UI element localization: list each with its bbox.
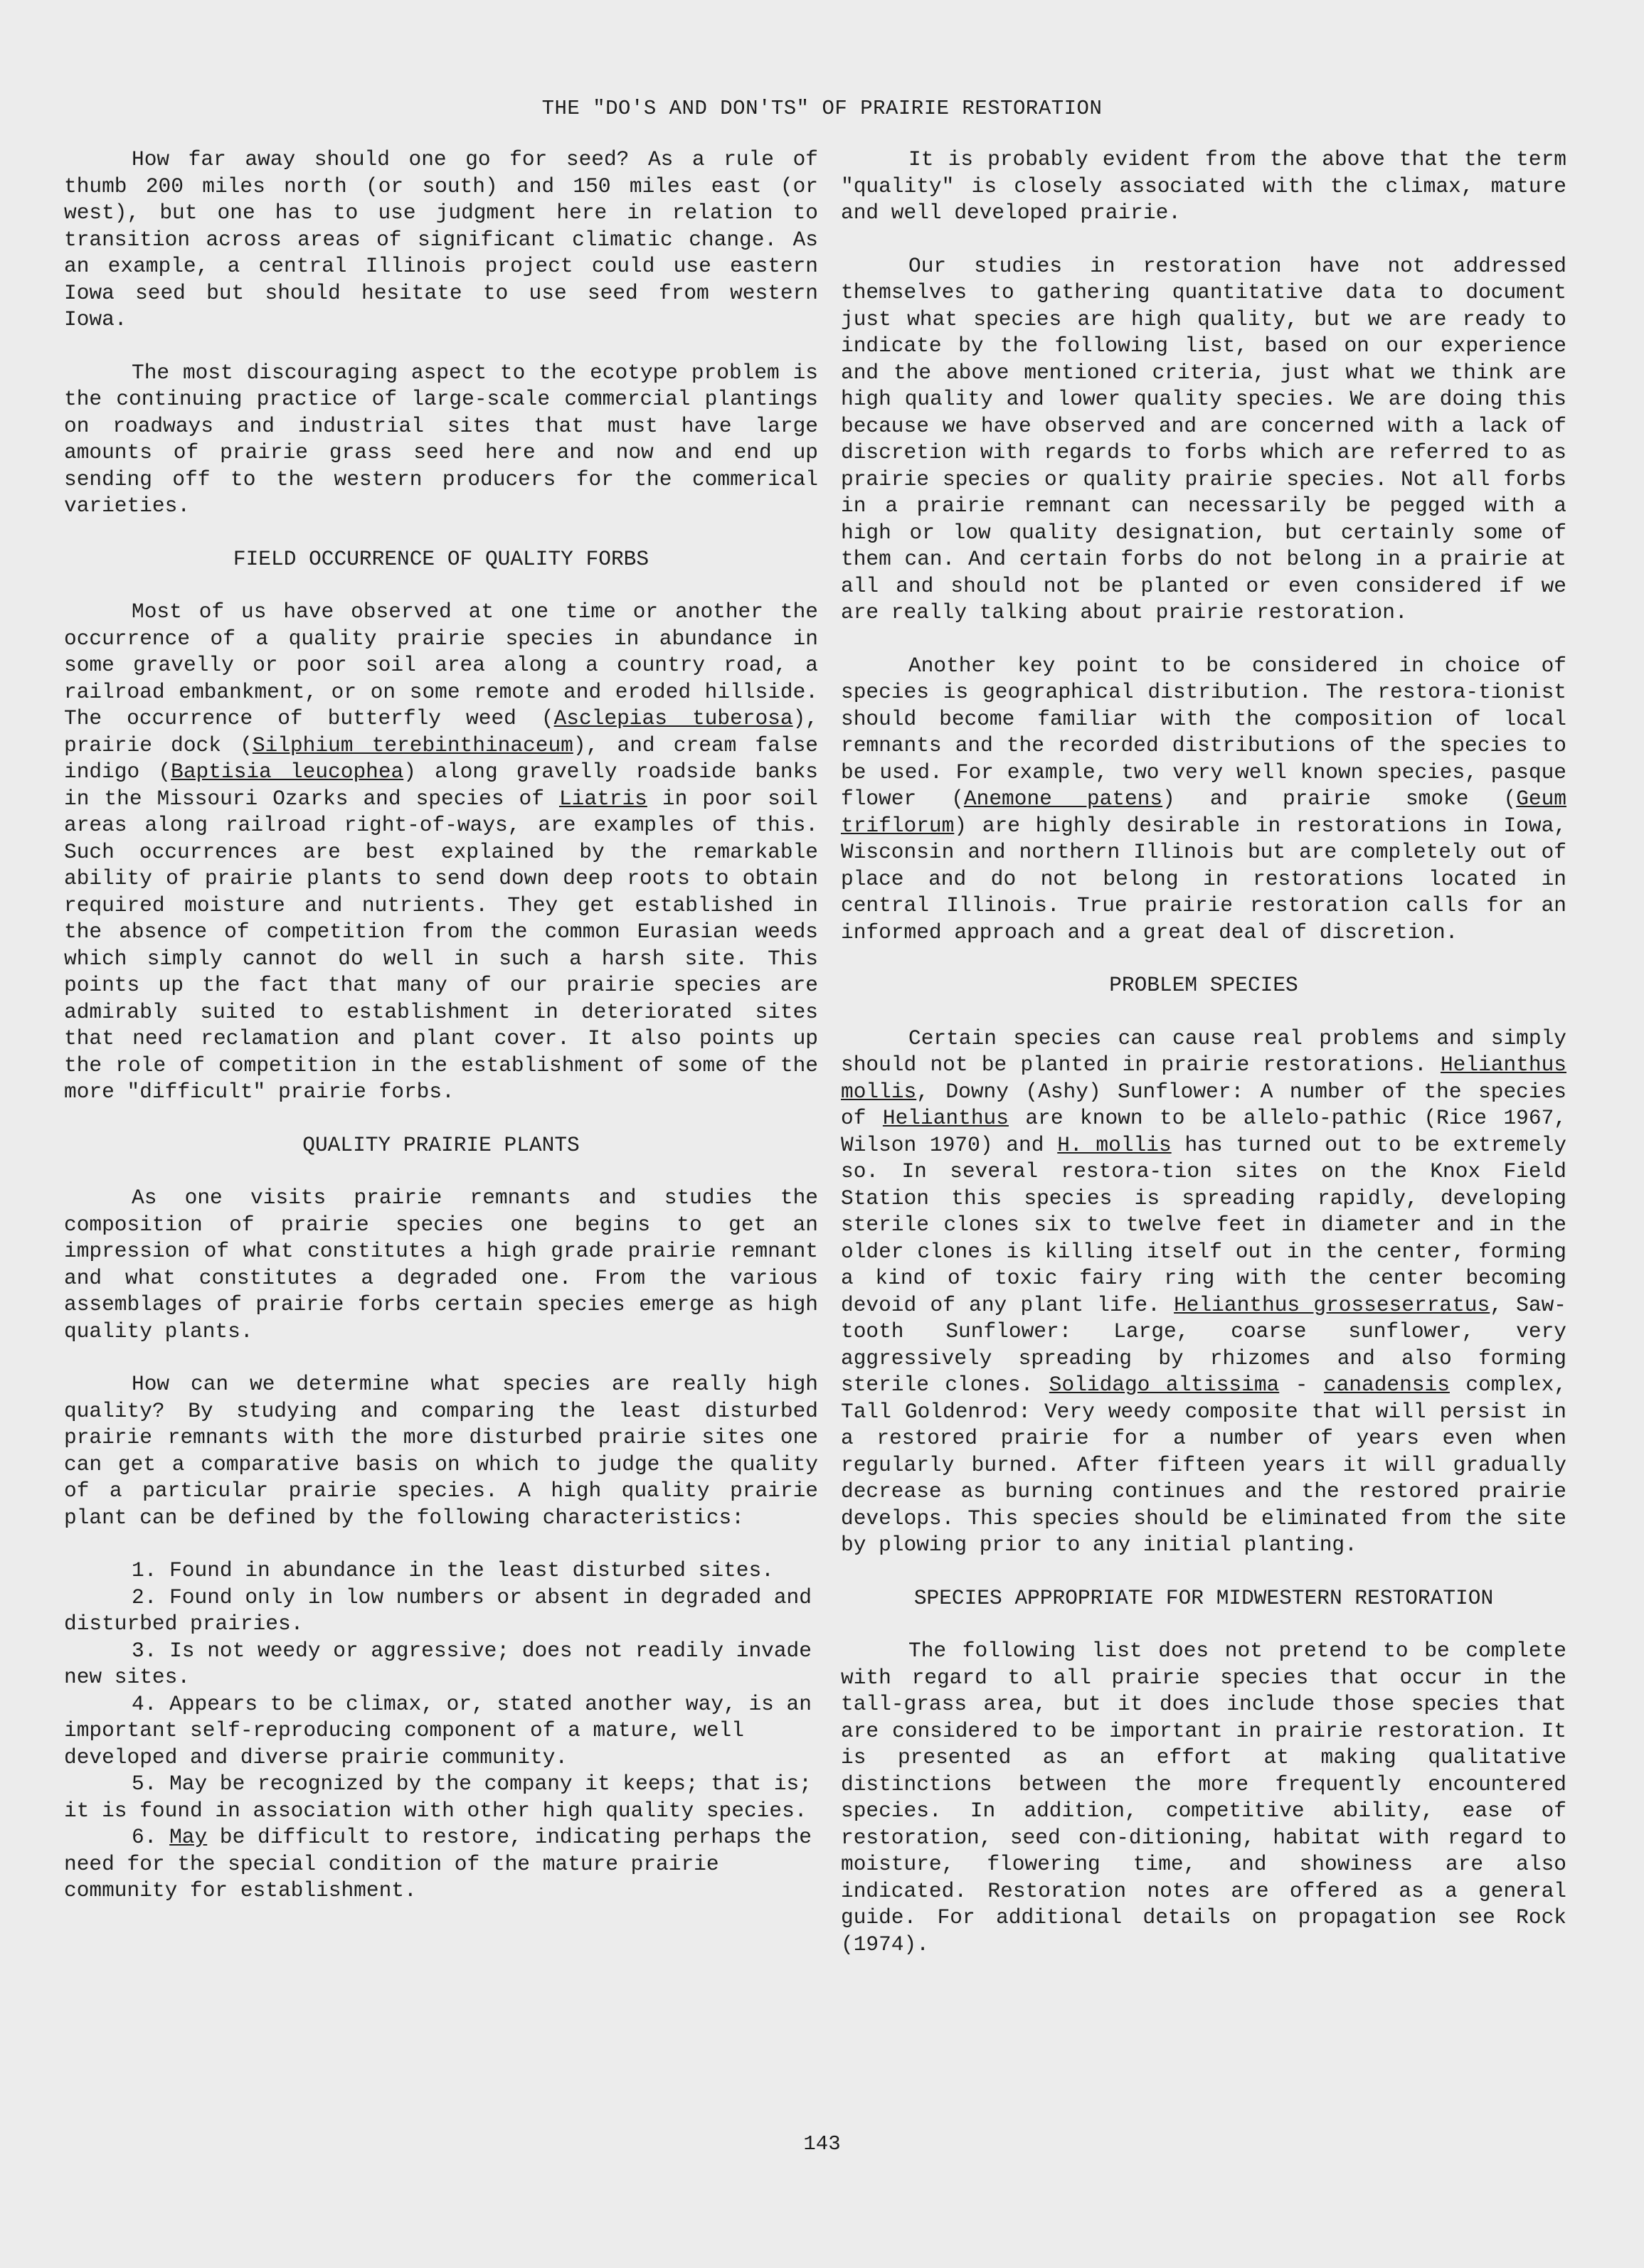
- species-silphium: Silphium terebinthinaceum: [252, 733, 573, 757]
- right-column: [841, 147, 1566, 1984]
- list-item: 3. Is not weedy or aggressive; does not readily invade new sites.: [64, 1638, 812, 1689]
- paragraph-our-studies: Our studies in restoration have not addressed themselves to gathering quantitative data to document just what species are high quality, but we are ready to indicate by the following list, based on our experience and the above mentioned criteria, just what we think are high quality and lower quality species. We are doing this because we have observed and are concerned with a lack of discretion with regards to forbs which are referred to as prairie species or quality prairie species. Not all forbs in a prairie remnant can necessarily be pegged with a high or low quality designation, but certainly some of them can. And certain forbs do not belong in a prairie at all and should not be planted or even considered if we are really talking about prairie restoration.: [841, 253, 1566, 624]
- paragraph-problem-species: Certain species can cause real problems and simply should not be planted in prairie restorations. Helianthus mollis, Downy (Ashy) Sunflower: A number of the species of Helianthus are known to be allelo-pathic (Rice 1967, Wilson 1970) and H. mollis has turned out to be extremely so. In several restora-tion sites on the Knox Field Station this species is spreading rapidly, developing sterile clones six to twelve feet in diameter and in the older clones is killing itself out in the center, forming a kind of toxic fairy ring with the center becoming devoid of any plant life. Helianthus grosseserratus, Saw-tooth Sunflower: Large, coarse sunflower, very aggressively spreading by rhizomes and also forming sterile clones. Solidago altissima - canadensis complex, Tall Goldenrod: Very weedy composite that will persist in a restored prairie for a number of years even when regularly burned. After fifteen years it will gradually decrease as burning continues and the restored prairie develops. This species should be eliminated from the site by plowing prior to any initial planting.: [841, 1026, 1567, 1557]
- species-asclepias: Asclepias tuberosa: [553, 706, 793, 730]
- heading-problem-species: PROBLEM SPECIES: [1109, 973, 1298, 997]
- species-baptisia: Baptisia leucophea: [171, 760, 404, 784]
- species-geum: Geum triflorum: [841, 787, 1567, 838]
- list-item: 2. Found only in low numbers or absent in degraded and disturbed prairies.: [64, 1585, 812, 1636]
- paragraph-quality-term: It is probably evident from the above that the term "quality" is closely associated with the climax, mature and well developed prairie.: [841, 147, 1566, 225]
- list-item: 4. Appears to be climax, or, stated another way, is an important self-reproducing component of a mature, well developed and diverse prairie community.: [64, 1691, 812, 1769]
- paragraph-field-occurrence: Most of us have observed at one time or another the occurrence of a quality prairie species in abundance in some gravelly or poor soil area along a country road, a railroad embankment, or on some remote and eroded hillside. The occurrence of butterfly weed (Asclepias tuberosa), prairie dock (Silphium terebinthinaceum), and cream false indigo (Baptisia leucophea) along gravelly roadside banks in the Missouri Ozarks and species of Liatris in poor soil areas along railroad right-of-ways, are examples of this. Such occurrences are best explained by the remarkable ability of prairie plants to send down deep roots to obtain required moisture and nutrients. They get established in the absence of competition from the common Eurasian weeds which simply cannot do well in such a harsh site. This points up the fact that many of our prairie species are admirably suited to establishment in deteriorated sites that need reclamation and plant cover. It also points up the role of competition in the establishment of some of the more "difficult" prairie forbs.: [64, 600, 819, 1104]
- page-number: 143: [803, 2132, 841, 2156]
- list-item: 6. May be difficult to restore, indicating perhaps the need for the special condition of the mature prairie community for establishment.: [64, 1825, 812, 1902]
- list-item: 1. Found in abundance in the least disturbed sites.: [132, 1558, 774, 1582]
- paragraph-species-list-intro: The following list does not pretend to be complete with regard to all prairie species that occur in the tall-grass area, but it does include those species that are considered to be important in prairie restoration. It is presented as an effort at making qualitative distinctions between the more frequently encountered species. In addition, competitive ability, ease of restoration, seed con-ditioning, habitat with regard to moisture, flowering time, and showiness are also indicated. Restoration notes are offered as a general guide. For additional details on propagation see Rock (1974).: [841, 1639, 1566, 1956]
- heading-species-appropriate: SPECIES APPROPRIATE FOR MIDWESTERN RESTORATION: [913, 1585, 1494, 1610]
- page-title: THE "DO'S AND DON'TS" OF PRAIRIE RESTORATION: [541, 97, 1103, 120]
- heading-quality-plants: QUALITY PRAIRIE PLANTS: [302, 1132, 580, 1157]
- paragraph-seed-distance: How far away should one go for seed? As a rule of thumb 200 miles north (or south) and 150 miles east (or west), but one has to use judgment here in relation to transition across areas of significant climatic change. As an example, a central Illinois project could use eastern Iowa seed but should hesitate to use seed from western Iowa.: [64, 147, 818, 331]
- list-item: 5. May be recognized by the company it keeps; that is; it is found in association with other high quality species.: [64, 1772, 812, 1823]
- heading-field-occurrence: FIELD OCCURRENCE OF QUALITY FORBS: [233, 546, 649, 571]
- characteristics-list: [64, 1558, 818, 1905]
- paragraph-determine-quality: How can we determine what species are really high quality? By studying and comparing the least disturbed prairie remnants with the more disturbed prairie sites one can get a comparative basis on which to judge the quality of a particular prairie species. A high quality prairie plant can be defined by the following characteristics:: [64, 1372, 818, 1530]
- species-liatris: Liatris: [558, 786, 647, 811]
- paragraph-ecotype-problem: The most discouraging aspect to the ecotype problem is the continuing practice of large-scale commercial plantings on roadways and industrial sites that must have large amounts of prairie grass seed here and now and end up sending off to the western producers for the commerical varieties.: [64, 360, 818, 518]
- species-anemone: Anemone patens: [963, 787, 1163, 811]
- paragraph-remnants: As one visits prairie remnants and studies the composition of prairie species one begins to get an impression of what constitutes a high grade prairie remnant and what constitutes a degraded one. From the various assemblages of prairie forbs certain species emerge as high quality plants.: [64, 1186, 818, 1343]
- paragraph-geographic-distribution: Another key point to be considered in choice of species is geographical distribution. The restora-tionist should become familiar with the composition of local remnants and the recorded distributions of the species to be used. For example, two very well known species, pasque flower (Anemone patens) and prairie smoke (Geum triflorum) are highly desirable in restorations in Iowa, Wisconsin and northern Illinois but are completely out of place and do not belong in restorations located in central Illinois. True prairie restoration calls for an informed approach and a great deal of discretion.: [841, 653, 1567, 944]
- left-column: [64, 147, 818, 1905]
